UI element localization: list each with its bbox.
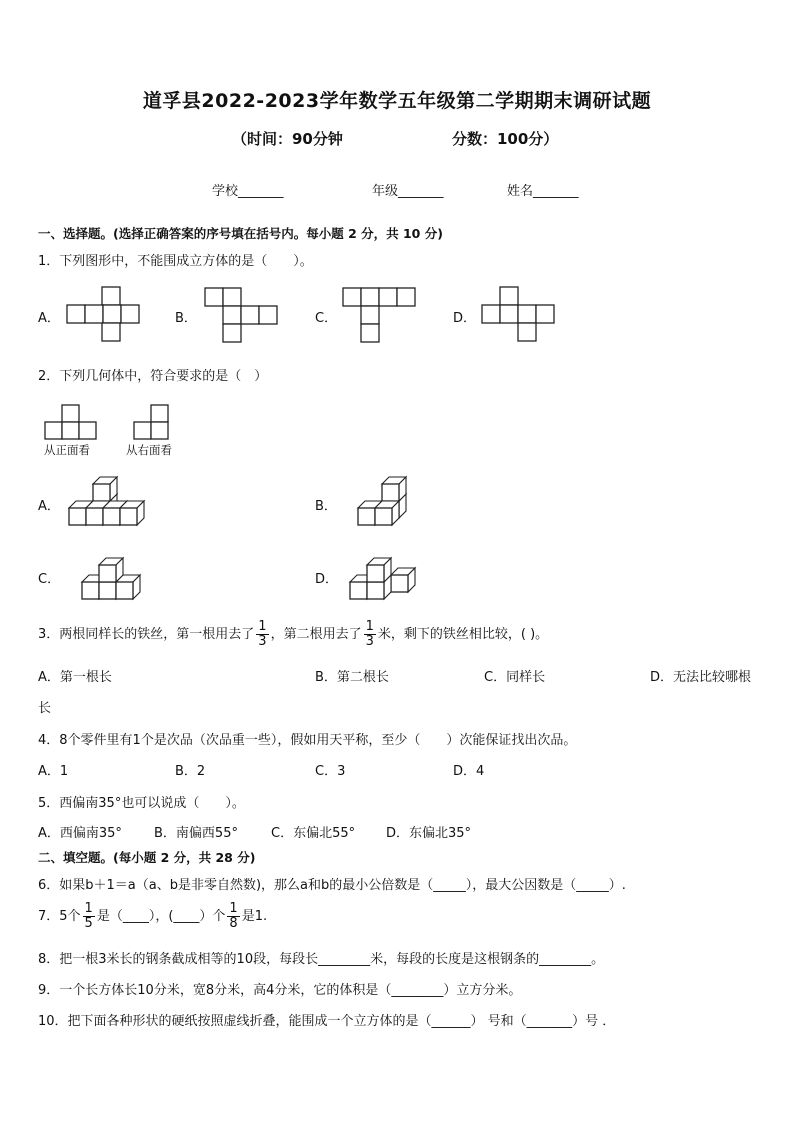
question-5: 5．西偏南35°也可以说成（ ）。: [38, 796, 245, 811]
q2-option-a-label: A．: [38, 499, 60, 514]
question-6: 6．如果b＋1＝a（a、b是非零自然数)，那么a和b的最小公倍数是（_____），最大公因数是（_____）.: [38, 878, 626, 893]
cube: [391, 568, 415, 592]
q5-option-d: D．东偏北35°: [386, 826, 472, 841]
q5-option-c: C．东偏北55°: [271, 826, 356, 841]
q7-text-pre: 7．5个: [38, 909, 81, 924]
q2-option-c-label: C．: [38, 572, 61, 587]
q4-option-b: B．2: [175, 764, 206, 779]
question-8: 8．把一根3米长的钢条截成相等的10段，每段长________米，每段的长度是这根钢条的________。: [38, 952, 605, 967]
q1-option-d-label: D．: [453, 311, 477, 326]
q7-fraction-2: $\frac{1}{8}$: [229, 901, 238, 931]
q3-fraction-1: $\frac{1}{3}$: [258, 619, 267, 649]
q4-option-d: D．4: [453, 764, 485, 779]
q7-text-post: 是1.: [241, 909, 268, 924]
q3-option-a: A．第一根长: [38, 670, 112, 685]
q3-option-d: D．无法比较哪根: [650, 670, 752, 685]
q3-text-post: 米，剩下的铁丝相比较，( )。: [377, 627, 549, 642]
q7-fraction-1: $\frac{1}{5}$: [84, 901, 93, 931]
q1-net-a: [66, 286, 142, 342]
q5-option-b: B．南偏西55°: [154, 826, 238, 841]
q3-fraction-2: $\frac{1}{3}$: [365, 619, 374, 649]
question-9: 9．一个长方体长10分米，宽8分米，高4分米，它的体积是（________）立方分米。: [38, 983, 522, 998]
q1-net-c: [342, 287, 418, 345]
q3-option-b: B．第二根长: [315, 670, 389, 685]
cube: [99, 558, 123, 582]
page-title: 道孚县2022-2023学年数学五年级第二学期期末调研试题: [142, 90, 652, 112]
q4-option-a: A．1: [38, 764, 69, 779]
q3-option-c: C．同样长: [484, 670, 546, 685]
question-7: [38, 902, 267, 931]
question-1: 1．下列图形中，不能围成立方体的是（ ）。: [38, 254, 313, 269]
cube: [120, 501, 144, 525]
section-2-heading: 二、填空题。(每小题 2 分，共 28 分): [38, 850, 256, 865]
question-4: 4．8个零件里有1个是次品（次品重一些），假如用天平称，至少（ ）次能保证找出次品。: [38, 733, 577, 748]
cube: [93, 477, 117, 501]
q1-net-d: [481, 286, 557, 342]
question-2: 2．下列几何体中，符合要求的是（ ）: [38, 369, 268, 384]
school-field: 学校_______: [212, 184, 284, 199]
exam-time: （时间：90分钟: [232, 130, 343, 148]
q1-option-a-label: A．: [38, 311, 60, 326]
q7-text-mid: 是（____），(____）个: [96, 909, 226, 924]
q4-option-c: C．3: [315, 764, 346, 779]
q2-solid-c: [80, 550, 160, 602]
section-1-heading: 一、选择题。(选择正确答案的序号填在括号内。每小题 2 分，共 10 分): [38, 226, 443, 241]
q2-front-view: [44, 404, 104, 440]
q2-option-b-label: B．: [315, 499, 337, 514]
q1-net-b: [204, 287, 280, 343]
cube: [375, 501, 399, 525]
q2-right-view: [133, 404, 173, 440]
question-3: [38, 620, 548, 649]
q5-option-a: A．西偏南35°: [38, 826, 122, 841]
q1-option-c-label: C．: [315, 311, 338, 326]
q2-option-d-label: D．: [315, 572, 339, 587]
q3-text-mid: ，第二根用去了: [270, 627, 362, 642]
q2-front-view-label: 从正面看: [44, 443, 90, 457]
cube: [382, 477, 406, 501]
q3-option-d-wrap: 长: [38, 701, 52, 716]
name-field: 姓名_______: [507, 184, 579, 199]
question-10: 10．把下面各种形状的硬纸按照虚线折叠，能围成一个立方体的是（______） 号和（_______）号 ．: [38, 1014, 616, 1029]
q1-option-b-label: B．: [175, 311, 197, 326]
q2-solid-d: [348, 550, 428, 602]
cube: [367, 558, 391, 582]
q2-right-view-label: 从右面看: [126, 443, 172, 457]
q3-text-pre: 3．两根同样长的铁丝，第一根用去了: [38, 627, 255, 642]
q2-solid-b: [356, 480, 416, 530]
q2-solid-a: [66, 478, 166, 530]
grade-field: 年级_______: [372, 184, 444, 199]
exam-score: 分数：100分）: [452, 130, 559, 148]
